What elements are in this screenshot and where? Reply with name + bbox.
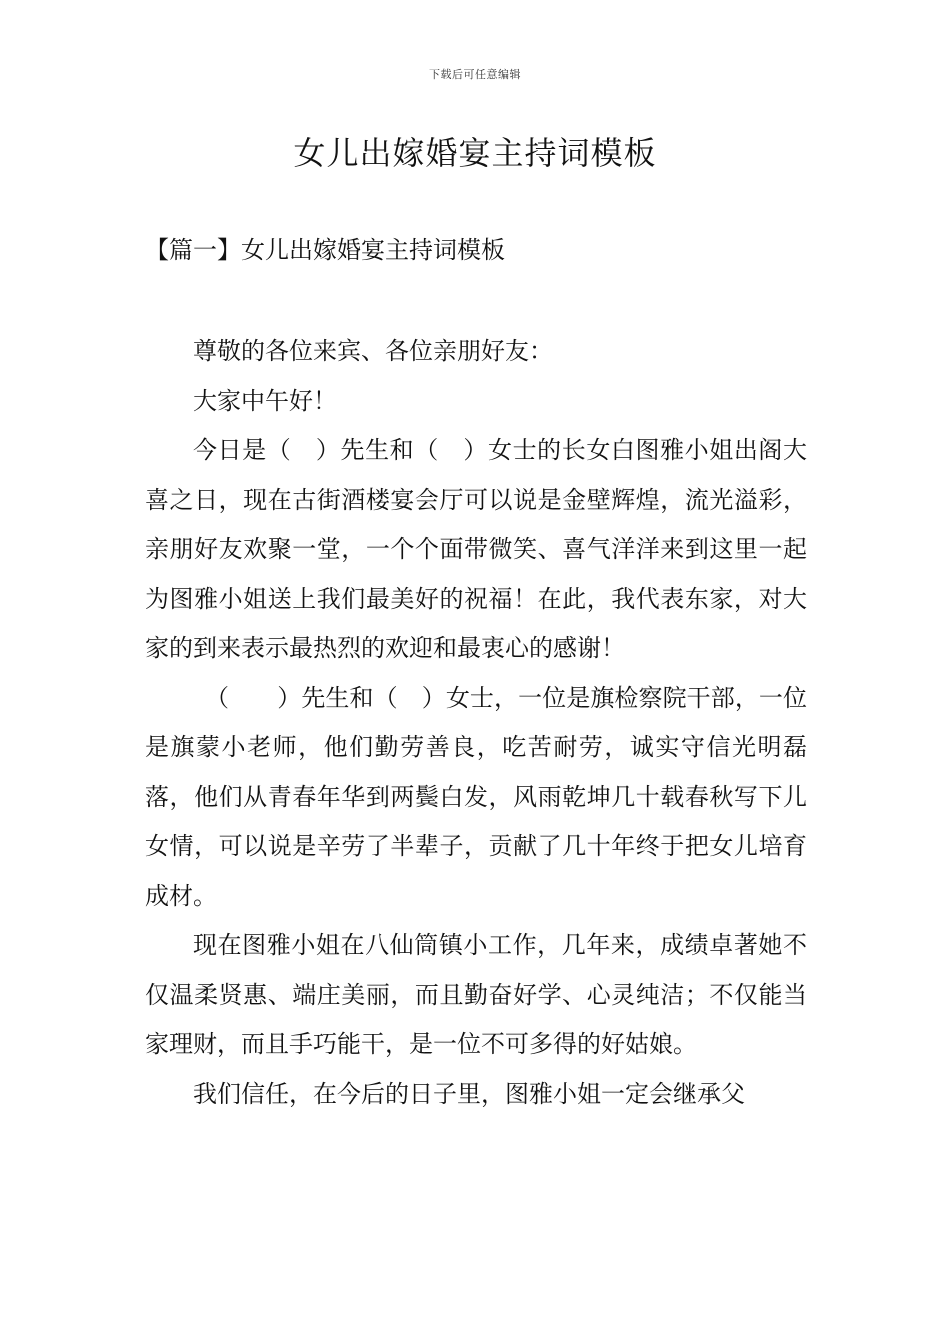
paragraph-parents: （ ）先生和（ ）女士，一位是旗检察院干部，一位是旗蒙小老师，他们勤劳善良，吃苦耐劳，诚实守信光明磊落，他们从青春年华到两鬓白发，风雨乾坤几十载春秋写下儿女情，可以说是辛劳了半辈子，贡献了几十年终于把女儿培育成材。	[145, 683, 807, 910]
document-body	[145, 327, 807, 1119]
paragraph-opening: 今日是（ ）先生和（ ）女士的长女白图雅小姐出阁大喜之日，现在古街酒楼宴会厅可以说是金壁辉煌，流光溢彩，亲朋好友欢聚一堂，一个个面带微笑、喜气洋洋来到这里一起为图雅小姐送上我们最美好的祝福！在此，我代表东家，对大家的到来表示最热烈的欢迎和最衷心的感谢！	[145, 436, 807, 662]
paragraph-bride: 现在图雅小姐在八仙筒镇小工作，几年来，成绩卓著她不仅温柔贤惠、端庄美丽，而且勤奋好学、心灵纯洁；不仅能当家理财，而且手巧能干，是一位不可多得的好姑娘。	[145, 931, 807, 1058]
paragraph-greeting: 尊敬的各位来宾、各位亲朋好友：	[193, 337, 553, 365]
paragraph-future: 我们信任，在今后的日子里，图雅小姐一定会继承父	[193, 1079, 745, 1108]
paragraph-salutation: 大家中午好！	[193, 386, 337, 415]
document-title: 女儿出嫁婚宴主持词模板	[293, 134, 657, 172]
header-note: 下载后可任意编辑	[429, 68, 521, 81]
section-heading: 【篇一】女儿出嫁婚宴主持词模板	[145, 236, 505, 264]
